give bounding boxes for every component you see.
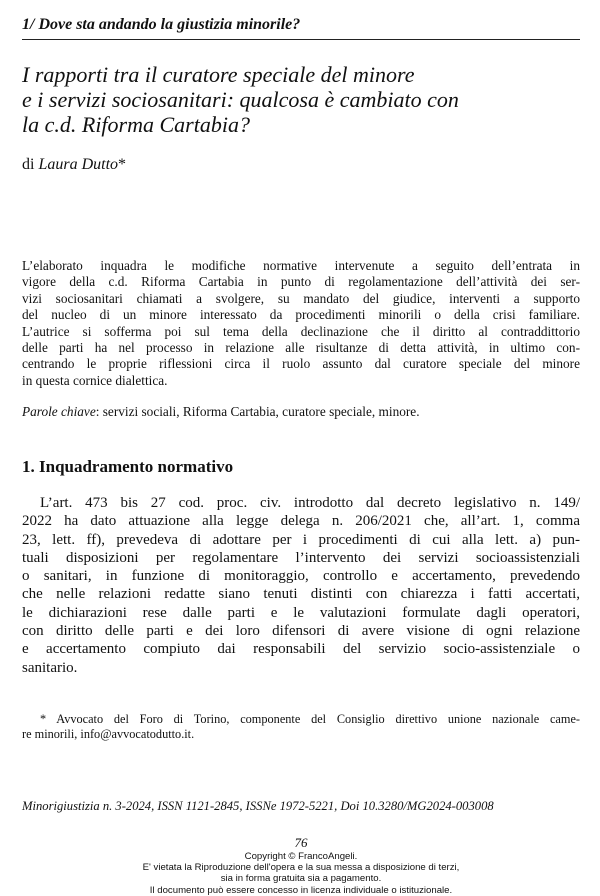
abstract-line: del nucleo di un minore interessato da procedimenti minorili o della crisi familiare. [22, 307, 580, 323]
title-line: e i servizi sociosanitari: qualcosa è cambiato con [22, 87, 459, 112]
author-name: Laura Dutto [38, 156, 119, 173]
body-line: L’art. 473 bis 27 cod. proc. civ. introdotto dal decreto legislativo n. 149/ [40, 495, 580, 511]
copyright-line: E' vietata la Riproduzione dell'opera e la sua messa a disposizione di terzi, [142, 862, 460, 874]
abstract-line: vigore della c.d. Riforma Cartabia in punto di regolamentazione dell’attività dei ser- [22, 274, 580, 290]
keywords [22, 404, 420, 420]
body-line: che nelle relazioni redatte siano tenuti distinti con chiarezza i fatti accertati, [22, 586, 580, 603]
abstract-line: L’autrice si sofferma poi sul tema della declinazione che il diritto al contraddittorio [22, 323, 580, 339]
abstract-line: vizi sociosanitari chiamati a svolgere, su mandato del giudice, interventi a supporto [22, 290, 580, 306]
copyright-line: Il documento può essere concesso in licenza individuale o istituzionale. [149, 884, 453, 896]
body-line: con diritto delle parti e dei loro difensori di avere visione di ogni relazione [22, 623, 580, 640]
journal-reference: Minorigiustizia n. 3-2024, ISSN 1121-2845, ISSNe 1972-5221, Doi 10.3280/MG2024-003008 [22, 799, 494, 813]
body-line: tuali disposizioni per regolamentare l’intervento dei servizi socioassistenziali [22, 549, 580, 566]
section-heading: 1. Inquadramento normativo [22, 457, 234, 476]
body-line: le dichiarazioni rese dalle parti e le valutazioni formulate dagli operatori, [22, 604, 580, 621]
body-paragraph [22, 494, 580, 677]
article-title [22, 62, 580, 137]
copyright-line: Copyright © FrancoAngeli. [244, 851, 358, 862]
title-line: la c.d. Riforma Cartabia? [22, 112, 250, 137]
section-header: 1/ Dove sta andando la giustizia minorile? [22, 14, 580, 40]
abstract-line: centrando le proprie riflessioni circa il ruolo assunto dal curatore speciale del minore [22, 356, 580, 372]
footnote-line: * Avvocato del Foro di Torino, componente del Consiglio direttivo unione nazionale came- [40, 712, 580, 726]
footnote-mark: * [118, 156, 127, 173]
body-line: e accertamento compiuto dai responsabili del servizio socio-assistenziale o [22, 641, 580, 658]
copyright-line: sia in forma gratuita sia a pagamento. [220, 873, 382, 885]
footnote-line: re minorili, info@avvocatodutto.it. [22, 727, 195, 741]
abstract-line: in questa cornice dialettica. [22, 372, 168, 388]
body-line: sanitario. [22, 659, 78, 676]
abstract-line: L’elaborato inquadra le modifiche normative intervenute a seguito dell’entrata in [22, 258, 580, 273]
footnote [22, 712, 580, 742]
byline-prefix: di [22, 156, 39, 173]
page-number: 76 [294, 835, 308, 850]
keywords-text: : servizi sociali, Riforma Cartabia, curatore speciale, minore. [95, 404, 420, 419]
page [22, 0, 580, 896]
copyright-notice [22, 851, 580, 896]
abstract [22, 258, 580, 389]
byline [22, 155, 126, 175]
body-line: 2022 ha dato attuazione alla legge delega n. 206/2021 che, all’art. 1, comma [22, 513, 580, 530]
body-line: 23, lett. ff), prevedeva di adottare per i procedimenti di cui alla lett. a) pun- [22, 531, 580, 548]
abstract-line: delle parti ha nel processo in relazione alle risultanze di detta attività, in ultimo con- [22, 340, 580, 356]
title-line: I rapporti tra il curatore speciale del minore [22, 62, 415, 87]
body-line: o sanitari, in funzione di monitoraggio, controllo e accertamento, prevedendo [22, 568, 580, 585]
keywords-label: Parole chiave [22, 404, 96, 419]
